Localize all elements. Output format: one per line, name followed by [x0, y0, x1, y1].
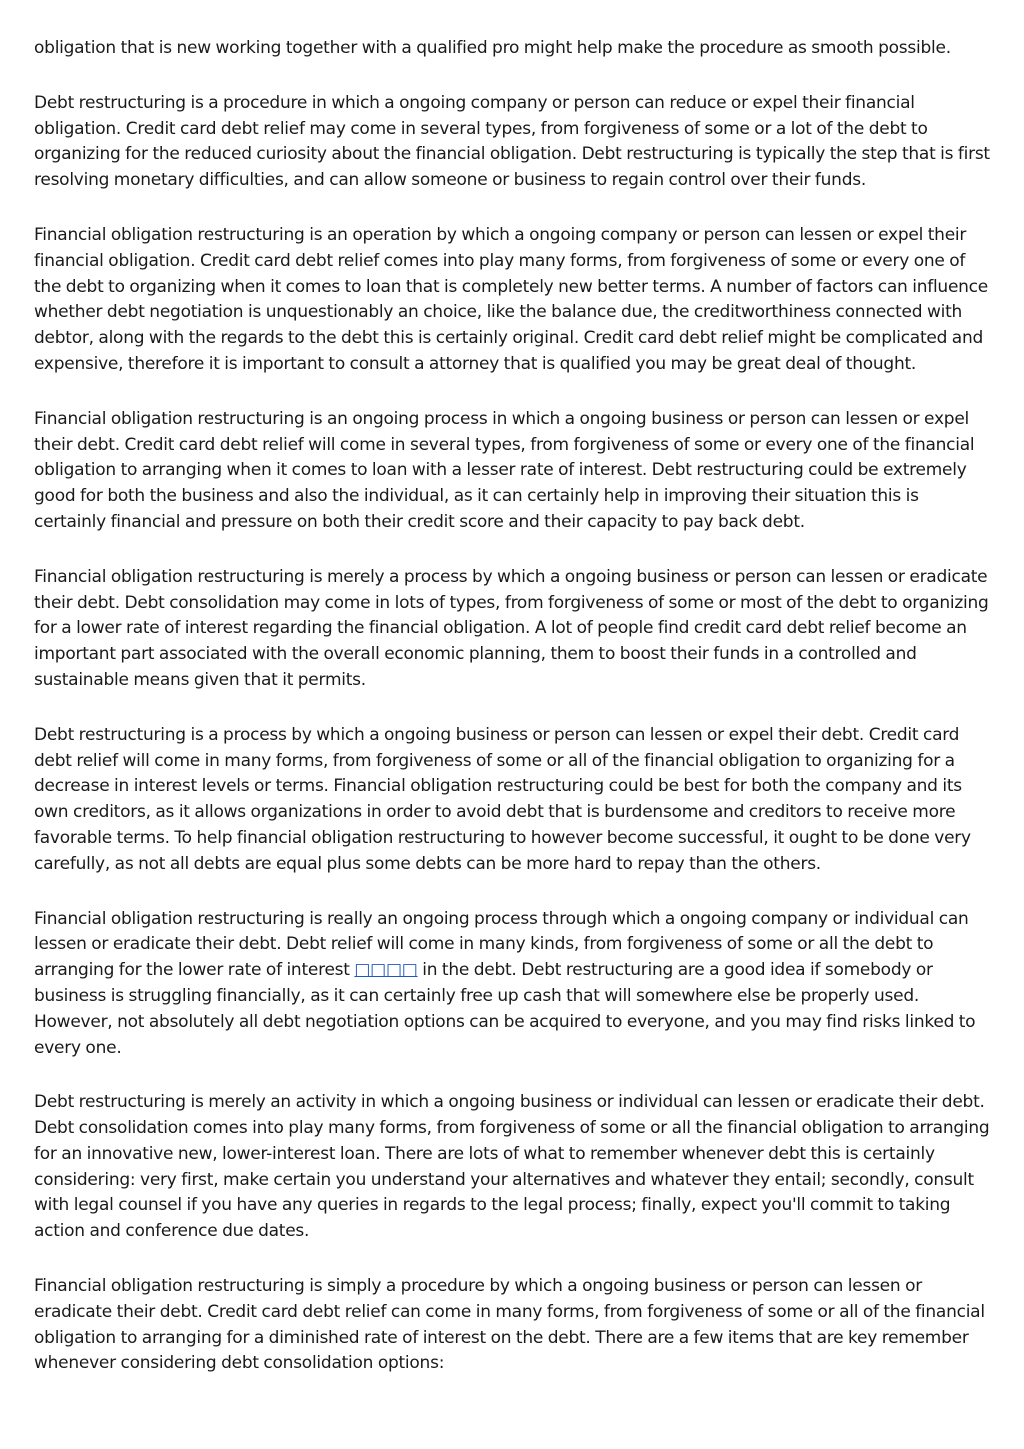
paragraph-with-link: [34, 907, 994, 1062]
paragraph: Financial obligation restructuring is an ongoing process in which a ongoing business or person can lessen or expel their debt. Credit card debt relief will come in several types, from forgiveness of some or every one of the financial obligation to arranging when it comes to loan with a lesser rate of interest. Debt restructuring could be extremely good for both the business and also the individual, as it can certainly help in improving their situation this is certainly financial and pressure on both their credit score and their capacity to pay back debt.: [34, 408, 975, 532]
paragraph-text: Financial obligation restructuring is really an ongoing process through which a ongoing company or individual can lessen or eradicate their debt. Debt relief will come in many kinds, from forgiveness of some or all the debt to arranging for the lower rate of interest: [34, 908, 969, 981]
paragraph: Debt restructuring is merely an activity in which a ongoing business or individual can lessen or eradicate their debt. Debt consolidation comes into play many forms, from forgiveness of some or all the financial obligation to arranging for an innovative new, lower-interest loan. There are lots of what to remember whenever debt this is certainly considering: very first, make certain you understand your alternatives and whatever they entail; secondly, consult with legal counsel if you have any queries in regards to the legal process; finally, expect you'll commit to taking action and conference due dates.: [34, 1092, 990, 1242]
paragraph-text: in the debt. Debt restructuring are a good idea if somebody or business is struggling financially, as it can certainly free up cash that will somewhere else be properly used. However, not absolutely all debt negotiation options can be acquired to everyone, and you may find risks linked to every one.: [34, 960, 976, 1058]
document-body: [34, 36, 994, 1406]
inline-link[interactable]: □□□□: [354, 960, 418, 981]
paragraph: Financial obligation restructuring is an operation by which a ongoing company or person can lessen or expel their financial obligation. Credit card debt relief comes into play many forms, from forgiveness of some or every one of the debt to organizing when it comes to loan that is completely new better terms. A number of factors can influence whether debt negotiation is unquestionably an choice, like the balance due, the creditworthiness connected with debtor, along with the regards to the debt this is certainly original. Credit card debt relief might be complicated and expensive, therefore it is important to consult a attorney that is qualified you may be great deal of thought.: [34, 224, 988, 374]
paragraph: Debt restructuring is a process by which a ongoing business or person can lessen or expel their debt. Credit card debt relief will come in many forms, from forgiveness of some or all of the financial obligation to organizing for a decrease in interest levels or terms. Financial obligation restructuring could be best for both the company and its own creditors, as it allows organizations in order to avoid debt that is burdensome and creditors to receive more favorable terms. To help financial obligation restructuring to however become successful, it ought to be done very carefully, as not all debts are equal plus some debts can be more hard to repay than the others.: [34, 724, 971, 874]
paragraph: Debt restructuring is a procedure in which a ongoing company or person can reduce or expel their financial obligation. Credit card debt relief may come in several types, from forgiveness of some or a lot of the debt to organizing for the reduced curiosity about the financial obligation. Debt restructuring is typically the step that is first resolving monetary difficulties, and can allow someone or business to regain control over their funds.: [34, 92, 990, 191]
paragraph: Financial obligation restructuring is simply a procedure by which a ongoing business or person can lessen or eradicate their debt. Credit card debt relief can come in many forms, from forgiveness of some or all of the financial obligation to arranging for a diminished rate of interest on the debt. There are a few items that are key remember whenever considering debt consolidation options:: [34, 1276, 985, 1374]
paragraph: Financial obligation restructuring is merely a process by which a ongoing business or person can lessen or eradicate their debt. Debt consolidation may come in lots of types, from forgiveness of some or most of the debt to organizing for a lower rate of interest regarding the financial obligation. A lot of people find credit card debt relief become an important part associated with the overall economic planning, them to boost their funds in a controlled and sustainable means given that it permits.: [34, 566, 989, 690]
paragraph: obligation that is new working together with a qualified pro might help make the procedure as smooth possible.: [34, 38, 951, 58]
